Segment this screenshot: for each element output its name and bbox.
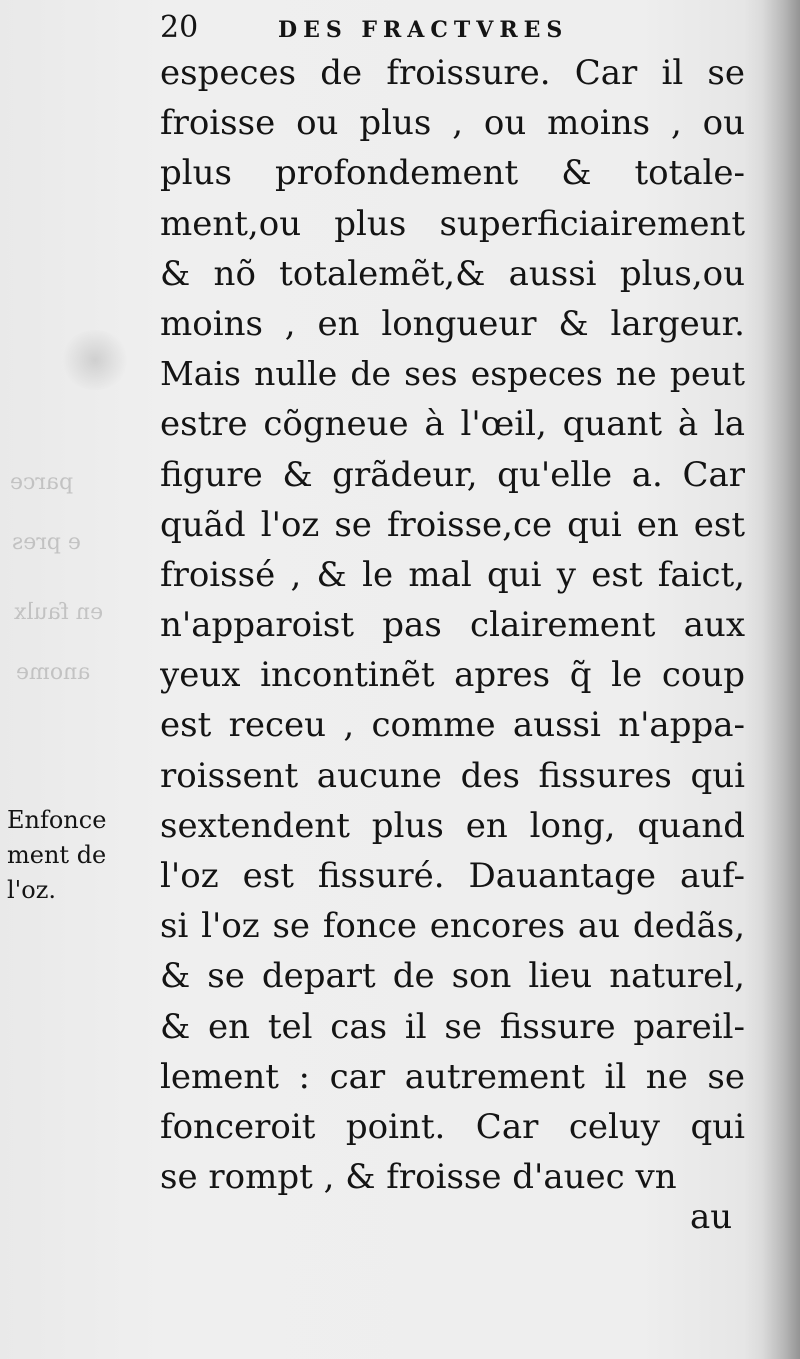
- text-line: plus profondement & totale-: [160, 153, 745, 194]
- text-line: sextendent plus en long, quand: [160, 805, 745, 846]
- margin-note-line: l'oz.: [7, 876, 56, 904]
- page-number: 20: [160, 10, 199, 45]
- show-through-text: en faulx: [14, 600, 104, 625]
- text-line: yeux incontinẽt apres q̃ le coup: [160, 655, 745, 696]
- paper-stain: [60, 330, 130, 390]
- margin-note: [7, 803, 152, 908]
- text-line: roissent aucune des fissures qui: [160, 755, 745, 796]
- text-line: estre cõgneue à l'œil, quant à la: [160, 404, 745, 445]
- gutter-shadow: [762, 0, 800, 1359]
- running-header: [160, 8, 760, 48]
- text-line: & en tel cas il se fissure pareil-: [160, 1006, 745, 1047]
- show-through-text: parce: [10, 470, 74, 495]
- text-line: froisse ou plus , ou moins , ou: [160, 103, 745, 144]
- text-line: si l'oz se fonce encores au dedãs,: [160, 906, 745, 947]
- text-line: & nõ totalemẽt,& aussi plus,ou: [160, 253, 745, 294]
- text-line: se rompt , & froisse d'auec vn: [160, 1157, 677, 1198]
- text-line: n'apparoist pas clairement aux: [160, 605, 745, 646]
- margin-note-line: Enfonce: [7, 806, 107, 834]
- body-text: [160, 48, 745, 1202]
- text-line: especes de froissure. Car il se: [160, 53, 745, 93]
- show-through-text: anome: [16, 660, 91, 685]
- text-line: & se depart de son lieu naturel,: [160, 956, 745, 997]
- text-line: l'oz est fissuré. Dauantage auf-: [160, 856, 745, 896]
- show-through-text: e pres: [12, 530, 81, 555]
- text-line: moins , en longueur & largeur.: [160, 303, 745, 344]
- text-line: ment,ou plus superficiairement: [160, 203, 745, 244]
- text-line: figure & grãdeur, qu'elle a. Car: [160, 454, 745, 495]
- text-line: fonceroit point. Car celuy qui: [160, 1106, 745, 1147]
- running-title: DES FRACTVRES: [278, 17, 569, 43]
- text-line: lement : car autrement il ne se: [160, 1056, 745, 1097]
- margin-note-line: ment de: [7, 841, 107, 869]
- text-line: est receu , comme aussi n'appa-: [160, 705, 745, 746]
- text-line: froissé , & le mal qui y est faict,: [160, 554, 745, 595]
- catchword: au: [690, 1197, 733, 1237]
- text-line: quãd l'oz se froisse,ce qui en est: [160, 504, 745, 545]
- text-line: Mais nulle de ses especes ne peut: [160, 354, 745, 394]
